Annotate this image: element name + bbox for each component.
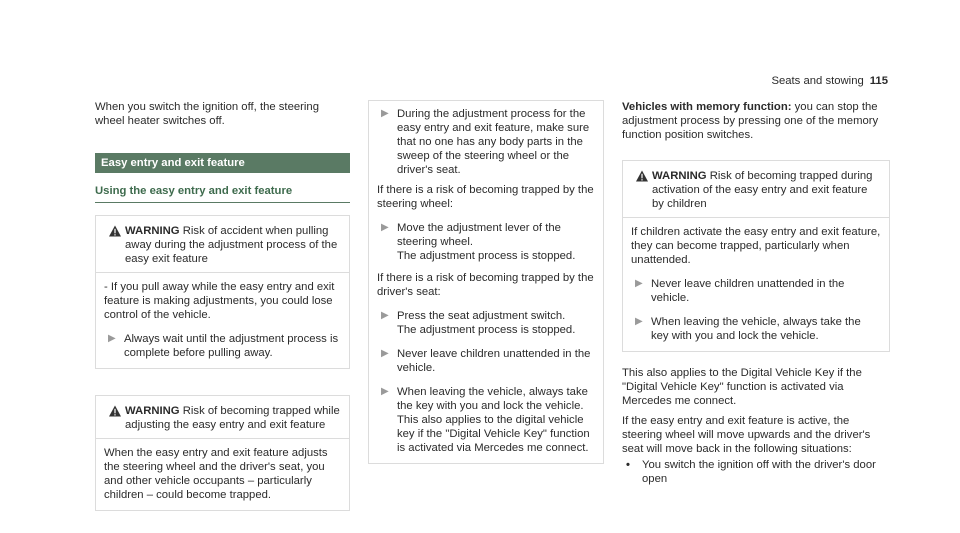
step-text: When leaving the vehicle, always take the key with you and lock the vehicle. bbox=[651, 316, 861, 342]
digital-key-paragraph: This also applies to the Digital Vehicle Key if the "Digital Vehicle Key" function is activated via Mercedes me connect. bbox=[622, 367, 862, 407]
step-text: Always wait until the adjustment process is complete before pulling away. bbox=[124, 333, 339, 359]
warning-label: WARNING bbox=[125, 225, 180, 237]
warning-body bbox=[96, 273, 349, 368]
instruction-step bbox=[631, 277, 881, 305]
paragraph-seat-risk: If there is a risk of becoming trapped by the driver's seat: bbox=[377, 272, 594, 298]
column-2 bbox=[368, 100, 604, 464]
header-section-title: Seats and stowing bbox=[771, 75, 864, 87]
step-result: The adjustment process is stopped. bbox=[397, 324, 576, 336]
memory-function-label: Vehicles with memory function: bbox=[622, 101, 792, 113]
step-text: During the adjustment process for the easy entry and exit feature, make sure that no one has any body parts in the sweep of the steering wheel or the driver's seat. bbox=[397, 108, 590, 176]
instruction-step bbox=[377, 107, 595, 177]
subsection-title: Using the easy entry and exit feature bbox=[95, 184, 350, 203]
list-item bbox=[622, 458, 890, 486]
warning-triangle-icon bbox=[632, 170, 652, 182]
warning-label: WARNING bbox=[125, 405, 180, 417]
warning-continuation-box bbox=[368, 100, 604, 464]
instruction-step bbox=[631, 315, 881, 343]
page-number: 115 bbox=[869, 75, 888, 87]
warning-body bbox=[623, 218, 889, 351]
warning-text: If children activate the easy entry and exit feature, they can become trapped, particularly when unattended. bbox=[631, 226, 881, 266]
step-arrow-icon: ▶ bbox=[635, 278, 643, 289]
step-note: This also applies to the digital vehicle key if the "Digital Vehicle Key" function is activated via Mercedes me connect. bbox=[397, 414, 590, 454]
instruction-step bbox=[377, 347, 595, 375]
warning-header bbox=[96, 216, 349, 273]
warning-header bbox=[96, 396, 349, 439]
warning-box-trapped bbox=[95, 395, 350, 511]
bullet-icon: • bbox=[626, 459, 630, 471]
warning-triangle-icon bbox=[105, 405, 125, 417]
step-arrow-icon: ▶ bbox=[381, 386, 389, 397]
step-text: Never leave children unattended in the vehicle. bbox=[397, 348, 591, 374]
warning-label: WARNING bbox=[652, 170, 707, 182]
warning-body bbox=[96, 439, 349, 510]
warning-text: - If you pull away while the easy entry and exit feature is making adjustments, you could lose control of the vehicle. bbox=[104, 281, 335, 321]
step-text: Move the adjustment lever of the steering wheel. bbox=[397, 222, 561, 248]
section-title: Easy entry and exit feature bbox=[95, 153, 350, 173]
step-arrow-icon: ▶ bbox=[381, 222, 389, 233]
warning-text: When the easy entry and exit feature adjusts the steering wheel and the driver's seat, you and other vehicle occupants – particularly children – could become trapped. bbox=[104, 447, 328, 501]
step-text: When leaving the vehicle, always take the key with you and lock the vehicle. bbox=[397, 386, 588, 412]
warning-box-children bbox=[622, 160, 890, 352]
warning-title: Risk of becoming trapped while adjusting the easy entry and exit feature bbox=[125, 405, 340, 431]
list-item-text: You switch the ignition off with the driver's door open bbox=[642, 459, 876, 485]
column-1 bbox=[95, 100, 350, 511]
memory-function-paragraph bbox=[622, 100, 890, 142]
instruction-step bbox=[377, 221, 595, 263]
warning-title: Risk of becoming trapped during activation of the easy entry and exit feature by children bbox=[652, 170, 873, 210]
step-text: Never leave children unattended in the vehicle. bbox=[651, 278, 845, 304]
instruction-step bbox=[104, 332, 341, 360]
warning-triangle-icon bbox=[105, 225, 125, 237]
warning-box-accident bbox=[95, 215, 350, 369]
instruction-step bbox=[377, 309, 595, 337]
step-arrow-icon: ▶ bbox=[381, 310, 389, 321]
warning-title: Risk of accident when pulling away during the adjustment process of the easy exit feature bbox=[125, 225, 338, 265]
step-text: Press the seat adjustment switch. bbox=[397, 310, 566, 322]
intro-paragraph: When you switch the ignition off, the steering wheel heater switches off. bbox=[95, 101, 319, 127]
memory-function-text: you can stop the adjustment process by pressing one of the memory function position switches. bbox=[622, 101, 879, 141]
instruction-step bbox=[377, 385, 595, 455]
step-arrow-icon: ▶ bbox=[381, 108, 389, 119]
step-arrow-icon: ▶ bbox=[381, 348, 389, 359]
column-3 bbox=[622, 100, 890, 486]
paragraph-steering-risk: If there is a risk of becoming trapped by the steering wheel: bbox=[377, 184, 594, 210]
active-feature-paragraph: If the easy entry and exit feature is active, the steering wheel will move upwards and the driver's seat will move back in the following situations: bbox=[622, 415, 871, 455]
warning-header bbox=[623, 161, 889, 218]
step-arrow-icon: ▶ bbox=[108, 333, 116, 344]
step-arrow-icon: ▶ bbox=[635, 316, 643, 327]
page-header bbox=[771, 74, 888, 88]
step-result: The adjustment process is stopped. bbox=[397, 250, 576, 262]
